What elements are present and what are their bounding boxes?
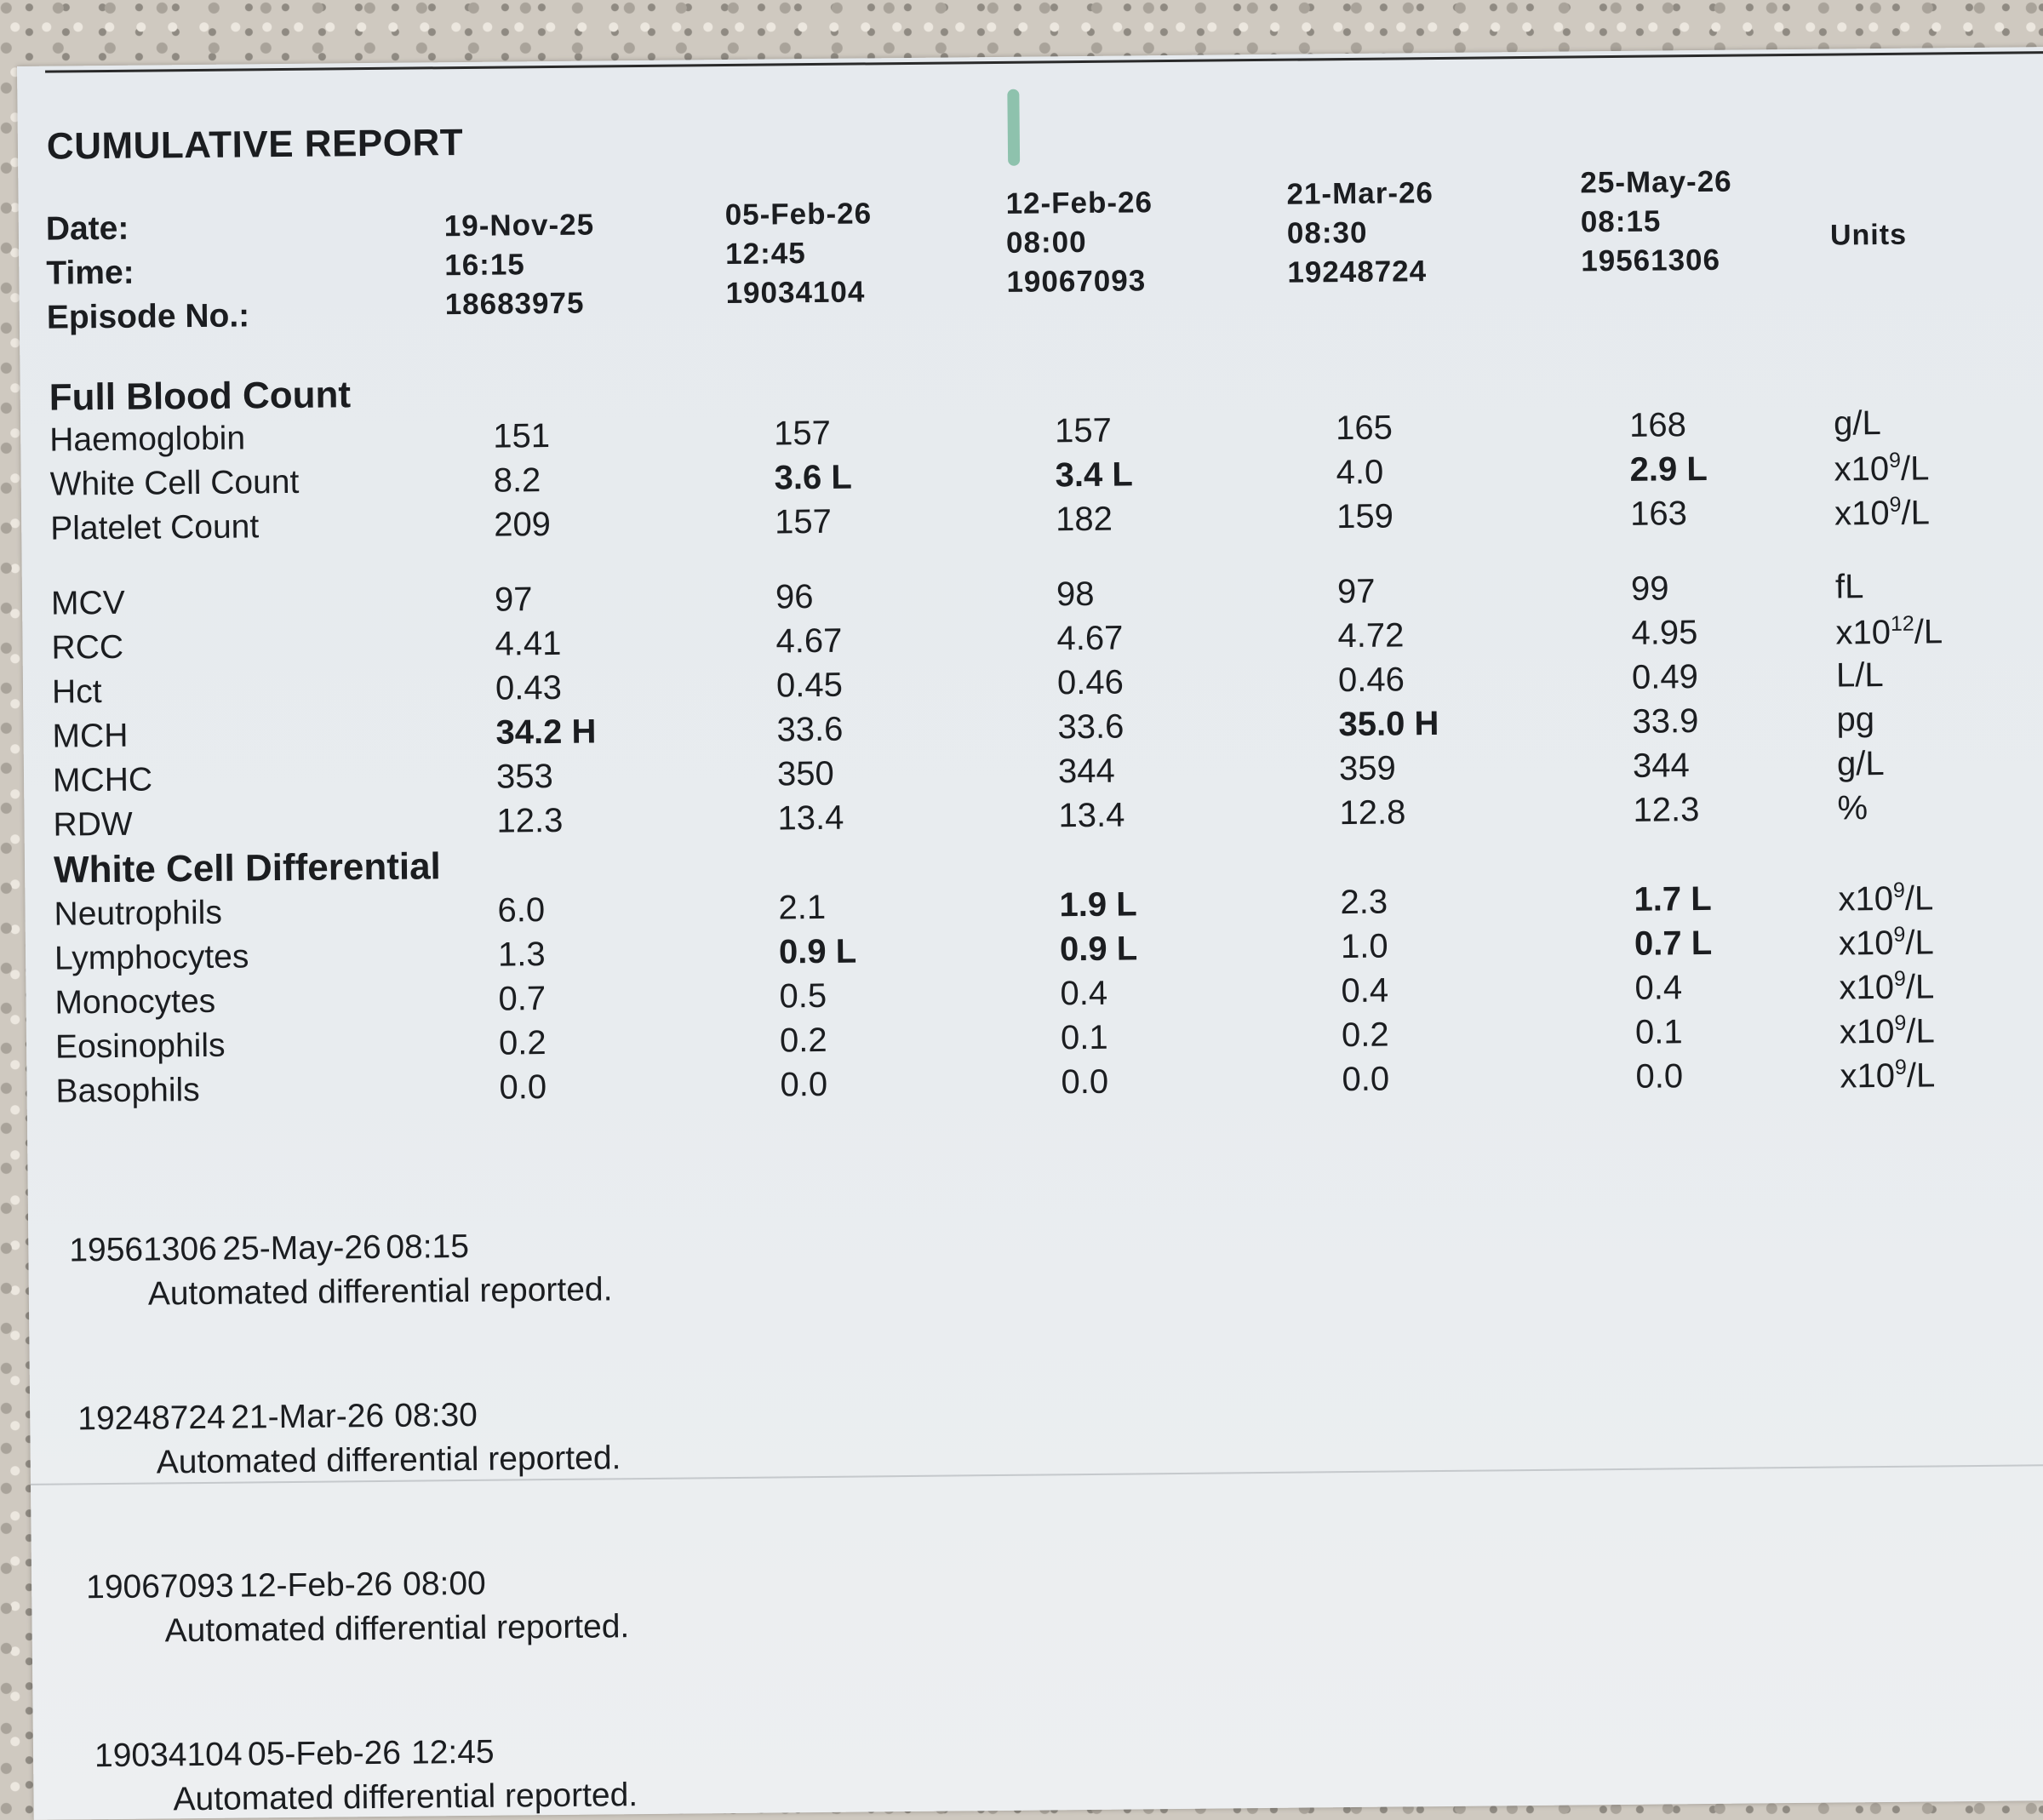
unit-exponent: 9 [1892,878,1905,902]
result-value: 163 [1629,495,1688,533]
result-value: 0.0 [1342,1060,1390,1099]
result-value: 4.0 [1336,453,1384,492]
column-episode: 19067093 [1006,264,1147,299]
result-value: 157 [774,502,833,541]
unit-base: pg [1836,701,1875,739]
column-episode: 19248724 [1287,255,1428,289]
unit-cell [1834,448,1929,489]
unit-suffix: /L [1914,613,1943,651]
result-value: 157 [773,414,832,453]
unit-base: x10 [1839,1012,1895,1051]
result-value: 33.6 [1057,707,1125,747]
result-value: 0.4 [1341,971,1389,1010]
unit-base: % [1837,789,1868,827]
result-value: 344 [1057,752,1115,791]
unit-base: x10 [1834,449,1890,489]
unit-base: x10 [1838,879,1894,919]
result-value: 0.0 [1061,1062,1109,1102]
result-value: 33.9 [1632,702,1699,741]
result-value: 359 [1338,749,1396,788]
row-label: Haemoglobin [49,420,246,459]
unit-cell [1836,656,1884,695]
result-value: 350 [776,754,834,793]
comment-time: 08:30 [394,1396,478,1434]
column-time: 08:15 [1580,204,1662,239]
column-header-2 [724,194,873,313]
unit-base: x10 [1834,494,1890,533]
column-time: 12:45 [724,237,806,272]
result-value: 1.0 [1340,927,1388,966]
row-label: MCV [50,584,125,622]
result-value: 96 [775,578,814,616]
unit-cell [1840,1055,1935,1096]
row-label: MCHC [52,761,153,799]
unit-cell [1839,966,1934,1007]
comment-time: 08:15 [386,1228,470,1266]
result-value: 0.7 L [1634,924,1713,963]
column-time: 08:00 [1005,225,1087,260]
result-value: 1.9 L [1059,885,1137,924]
column-date: 21-Mar-26 [1286,176,1434,211]
unit-suffix: /L [1904,879,1934,918]
result-value: 0.46 [1056,663,1125,702]
result-value: 151 [492,417,551,455]
comment-date: 05-Feb-26 [247,1734,402,1773]
result-value: 97 [1336,572,1376,611]
result-value: 6.0 [497,891,546,930]
result-value: 0.45 [775,666,844,705]
row-label: RDW [53,805,133,844]
unit-base: x10 [1835,613,1891,652]
result-value: 3.6 L [774,458,853,497]
result-value: 0.4 [1634,969,1683,1007]
unit-cell [1837,789,1868,827]
result-value: 353 [495,757,553,796]
result-value: 98 [1056,575,1095,614]
comment-episode: 19561306 [69,1230,218,1269]
result-value: 4.67 [1056,619,1124,658]
result-value: 0.2 [498,1024,547,1062]
comment-time: 12:45 [410,1733,495,1771]
result-value: 0.5 [779,976,827,1016]
result-value: 182 [1055,500,1113,539]
result-value: 4.67 [775,621,843,661]
unit-base: x10 [1839,968,1895,1007]
column-header-1 [444,206,596,325]
column-episode: 18683975 [444,286,585,322]
result-value: 168 [1628,406,1687,444]
result-value: 12.8 [1339,793,1406,833]
row-label: RCC [51,628,124,667]
result-value: 3.4 L [1055,455,1134,495]
result-value: 8.2 [493,461,541,500]
unit-exponent: 9 [1894,1010,1907,1035]
row-label: Hct [51,673,102,711]
result-value: 12.3 [496,801,564,840]
column-time: 16:15 [444,248,525,283]
result-value: 0.0 [1635,1057,1684,1096]
unit-exponent: 9 [1894,1055,1907,1079]
unit-cell [1835,611,1943,652]
comment-episode: 19248724 [77,1399,226,1438]
column-date: 05-Feb-26 [724,197,873,232]
result-value: 0.1 [1060,1018,1108,1057]
comment-date: 12-Feb-26 [238,1565,393,1605]
unit-exponent: 9 [1888,448,1902,472]
result-value: 0.9 L [1059,930,1138,969]
comment-text: Automated differential reported. [173,1777,638,1818]
column-episode: 19034104 [725,275,866,311]
result-value: 34.2 H [495,713,597,752]
unit-exponent: 9 [1893,966,1906,991]
result-value: 13.4 [1058,796,1125,835]
unit-cell [1834,404,1881,444]
unit-suffix: /L [1905,968,1935,1006]
result-value: 0.0 [499,1068,547,1107]
unit-cell [1837,745,1885,784]
unit-cell [1834,492,1930,533]
result-value: 13.4 [777,798,844,838]
comment-time: 08:00 [402,1565,486,1603]
column-header-5 [1580,163,1733,282]
result-value: 2.1 [778,888,827,927]
result-value: 12.3 [1633,791,1700,829]
comment-text: Automated differential reported. [147,1271,613,1313]
unit-exponent: 9 [1893,922,1906,947]
row-label: Lymphocytes [54,938,249,977]
result-value: 0.49 [1631,658,1699,696]
unit-suffix: /L [1900,449,1930,488]
result-value: 97 [494,581,533,619]
row-label: Eosinophils [54,1027,226,1066]
result-value: 157 [1054,411,1113,450]
result-value: 33.6 [776,710,844,749]
report-sheet [17,47,2043,1820]
comment-date: 21-Mar-26 [231,1397,385,1436]
report-title: CUMULATIVE REPORT [46,121,464,168]
top-rule [45,51,2043,73]
row-label: White Cell Count [49,463,300,503]
time-label: Time: [46,254,134,292]
unit-exponent: 9 [1889,492,1902,517]
unit-cell [1835,568,1864,606]
result-value: 4.95 [1631,614,1698,652]
comment-text: Automated differential reported. [156,1439,621,1481]
unit-cell [1838,878,1933,919]
result-value: 0.2 [1341,1016,1389,1055]
result-value: 35.0 H [1338,705,1439,744]
result-value: 0.4 [1060,974,1108,1013]
result-value: 0.43 [495,668,563,707]
comment-episode: 19067093 [85,1567,234,1606]
unit-exponent: 12 [1890,611,1914,636]
result-value: 209 [493,506,552,544]
row-label: Neutrophils [54,894,223,933]
date-label: Date: [45,209,129,248]
column-date: 19-Nov-25 [444,208,595,243]
unit-suffix: /L [1906,1012,1935,1050]
result-value: 165 [1335,409,1393,448]
section-title-fbc: Full Blood Count [49,374,352,419]
units-header: Units [1829,218,1908,252]
result-value: 2.3 [1340,883,1388,922]
result-value: 1.3 [497,936,546,974]
column-header-3 [1005,183,1153,302]
row-label: Platelet Count [50,508,260,547]
result-value: 4.41 [495,624,562,663]
unit-base: g/L [1836,744,1885,783]
result-value: 159 [1336,497,1394,536]
column-episode: 19561306 [1581,243,1721,278]
section-title-diff: White Cell Differential [53,845,441,891]
comment-text: Automated differential reported. [164,1608,630,1650]
result-value: 99 [1630,569,1669,608]
unit-suffix: /L [1906,1056,1936,1095]
unit-base: fL [1834,568,1864,606]
row-label: Basophils [55,1071,200,1110]
unit-cell [1840,1010,1935,1051]
column-date: 25-May-26 [1580,164,1732,200]
comment-date: 25-May-26 [222,1228,381,1268]
unit-base: g/L [1833,404,1881,443]
unit-base: x10 [1840,1056,1896,1096]
column-date: 12-Feb-26 [1005,186,1153,220]
result-value: 344 [1632,747,1690,785]
unit-base: x10 [1838,924,1894,963]
unit-suffix: /L [1905,924,1934,962]
unit-cell [1839,922,1934,963]
ink-mark [1007,89,1020,166]
result-value: 0.0 [780,1065,828,1104]
episode-label: Episode No.: [46,297,250,336]
comment-episode: 19034104 [94,1736,243,1775]
result-value: 0.7 [498,980,547,1018]
column-time: 08:30 [1286,215,1368,250]
column-header-4 [1286,174,1434,293]
result-value: 0.2 [779,1021,827,1060]
result-value: 0.9 L [778,932,857,971]
unit-base: L/L [1835,655,1884,695]
result-value: 4.72 [1337,616,1405,655]
unit-cell [1836,701,1874,739]
unit-suffix: /L [1901,494,1931,532]
result-value: 0.1 [1634,1013,1683,1051]
row-label: MCH [52,717,129,755]
result-value: 1.7 L [1634,879,1712,919]
result-value: 2.9 L [1629,449,1708,489]
result-value: 0.46 [1337,661,1405,700]
row-label: Monocytes [54,982,216,1022]
